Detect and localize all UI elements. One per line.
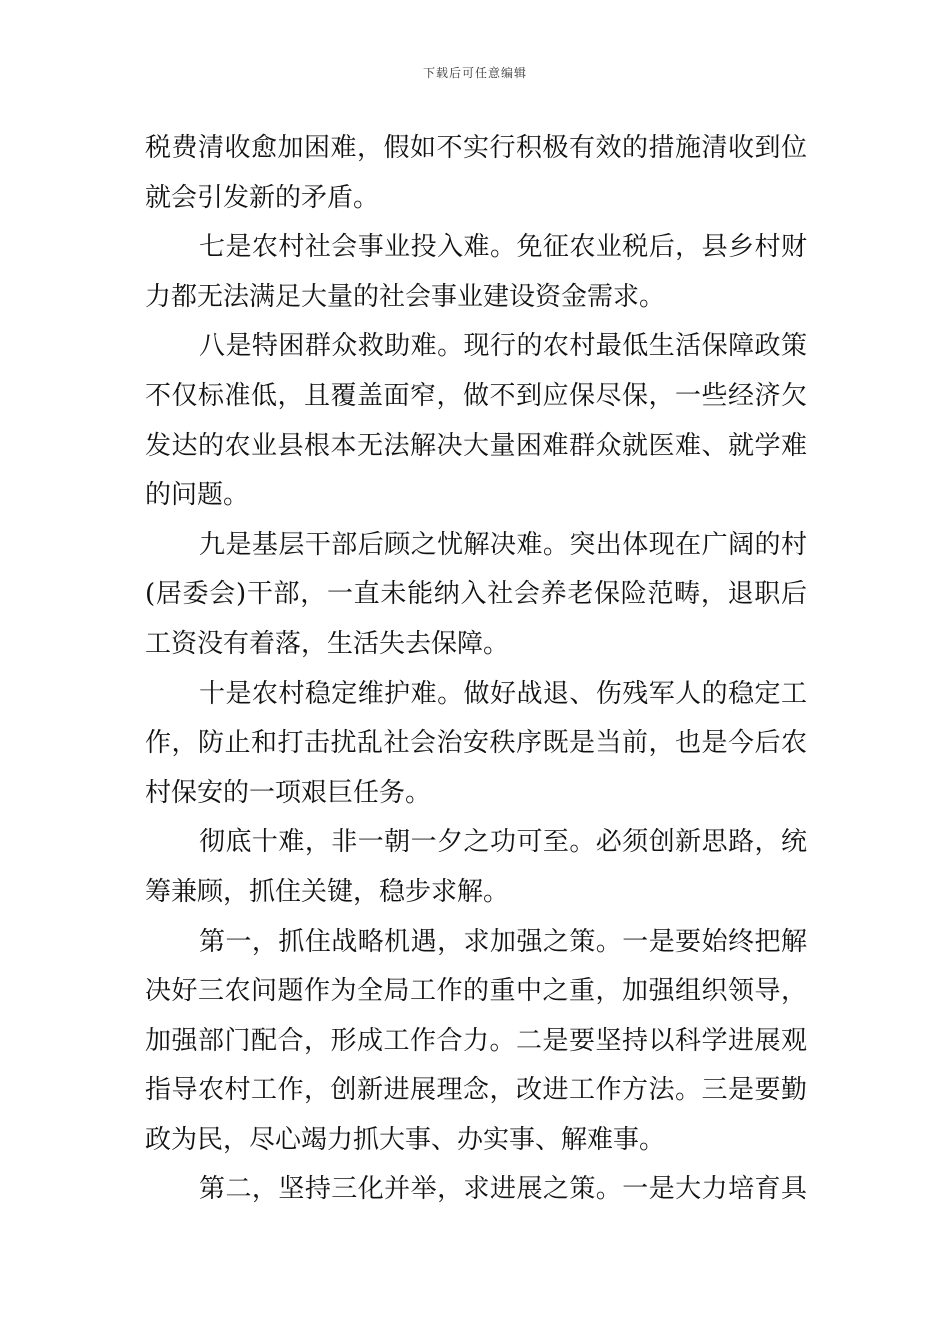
text-line: 不仅标准低，且覆盖面窄，做不到应保尽保，一些经济欠 [145, 380, 807, 411]
text-line: 作，防止和打击扰乱社会治安秩序既是当前，也是今后农 [145, 728, 807, 759]
document-body [145, 124, 807, 1215]
text-line: 加强部门配合，形成工作合力。二是要坚持以科学进展观 [145, 1025, 807, 1056]
text-line: 政为民，尽心竭力抓大事、办实事、解难事。 [145, 1124, 666, 1155]
text-line: 决好三农问题作为全局工作的重中之重，加强组织领导， [145, 976, 807, 1007]
text-line: 发达的农业县根本无法解决大量困难群众就医难、就学难 [145, 430, 807, 461]
text-line: 九是基层干部后顾之忧解决难。突出体现在广阔的村 [199, 529, 807, 560]
text-line: 筹兼顾，抓住关键，稳步求解。 [145, 876, 510, 907]
text-line: 税费清收愈加困难，假如不实行积极有效的措施清收到位 [145, 133, 807, 163]
text-line: 彻底十难，非一朝一夕之功可至。必须创新思路，统 [199, 827, 807, 858]
text-line: 就会引发新的矛盾。 [145, 182, 380, 213]
text-line: (居委会)干部，一直未能纳入社会养老保险范畴，退职后 [145, 579, 807, 610]
text-line: 力都无法满足大量的社会事业建设资金需求。 [145, 281, 666, 312]
text-line: 指导农村工作，创新进展理念，改进工作方法。三是要勤 [145, 1075, 807, 1106]
text-line: 第一，抓住战略机遇，求加强之策。一是要始终把解 [199, 926, 807, 957]
text-line: 工资没有着落，生活失去保障。 [145, 628, 510, 659]
page-header: 下载后可任意编辑 [422, 66, 527, 80]
text-line: 村保安的一项艰巨任务。 [145, 777, 432, 808]
text-line: 八是特困群众救助难。现行的农村最低生活保障政策 [199, 331, 807, 362]
text-line: 七是农村社会事业投入难。免征农业税后，县乡村财 [199, 232, 807, 263]
text-line: 的问题。 [145, 480, 250, 511]
text-line: 十是农村稳定维护难。做好战退、伤残军人的稳定工 [199, 678, 807, 709]
text-line: 第二，坚持三化并举，求进展之策。一是大力培育具 [199, 1174, 807, 1205]
